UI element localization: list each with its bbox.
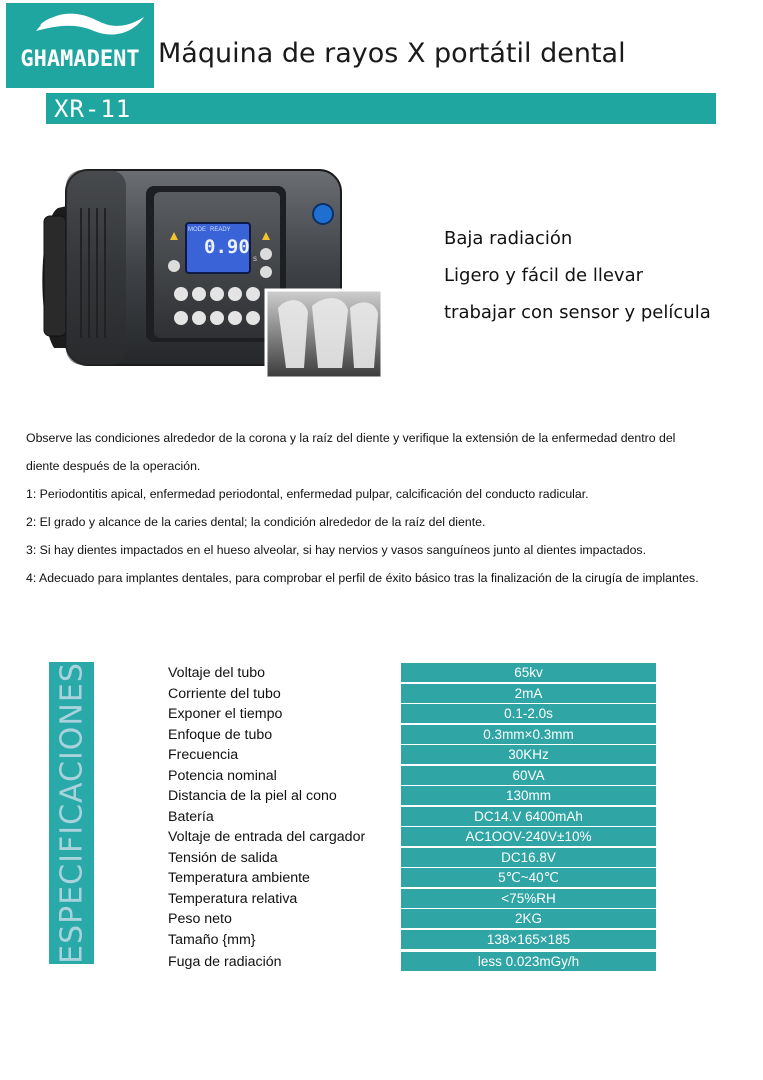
description-line: 2: El grado y alcance de la caries dental; la condición alrededor de la raíz del diente. xyxy=(26,515,486,529)
spec-label: Enfoque de tubo xyxy=(168,726,273,743)
page-title: Máquina de rayos X portátil dental xyxy=(158,38,626,69)
spec-value: DC14.V 6400mAh xyxy=(401,807,656,826)
spec-row xyxy=(0,930,763,951)
spec-value: DC16.8V xyxy=(401,848,656,867)
description-text xyxy=(26,428,756,596)
spec-label: Distancia de la piel al cono xyxy=(168,788,337,804)
spec-label: Tamaño {mm} xyxy=(168,931,256,948)
logo-text: GHAMADENT xyxy=(20,47,140,72)
spec-label: Batería xyxy=(168,808,214,825)
spec-value: 5℃~40℃ xyxy=(401,868,656,887)
description-line: 1: Periodontitis apical, enfermedad periodontal, enfermedad pulpar, calcificación del conducto radicular. xyxy=(26,487,589,501)
feature-list xyxy=(444,226,711,337)
spec-label: Corriente del tubo xyxy=(168,685,281,702)
spec-label: Peso neto xyxy=(168,911,232,927)
spec-row xyxy=(0,848,763,869)
spec-value: 2mA xyxy=(401,684,656,703)
spec-value: <75%RH xyxy=(401,889,656,908)
device-screen-unit: s xyxy=(253,254,257,263)
device-screen-mode-label: MODE xyxy=(188,227,206,233)
spec-row xyxy=(0,807,763,828)
device-screen-value: 0.90 xyxy=(204,236,250,258)
spec-label: Temperatura ambiente xyxy=(168,870,310,886)
xray-device-image xyxy=(36,168,386,383)
feature-item: trabajar con sensor y película xyxy=(444,302,711,323)
spec-row xyxy=(0,725,763,746)
spec-row xyxy=(0,786,763,807)
feature-item: Ligero y fácil de llevar xyxy=(444,265,644,286)
spec-row xyxy=(0,766,763,787)
brand-logo xyxy=(6,3,154,88)
spec-row xyxy=(0,952,763,973)
spec-row xyxy=(0,704,763,725)
spec-value: 130mm xyxy=(401,786,656,805)
description-line: Observe las condiciones alrededor de la corona y la raíz del diente y verifique la extensión de la enfermedad dentro del xyxy=(26,431,676,445)
spec-value: 0.1-2.0s xyxy=(401,704,656,723)
spec-value: 0.3mm×0.3mm xyxy=(401,725,656,744)
specs-heading: ESPECIFICACIONES xyxy=(54,662,89,964)
model-bar xyxy=(46,93,716,124)
wave-logo-icon xyxy=(6,3,154,53)
description-line: 4: Adecuado para implantes dentales, para comprobar el perfil de éxito básico tras la finalización de la cirugía de implantes. xyxy=(26,571,699,585)
spec-label: Voltaje del tubo xyxy=(168,665,266,681)
spec-value: 30KHz xyxy=(401,745,656,764)
spec-row xyxy=(0,889,763,910)
spec-value: less 0.023mGy/h xyxy=(401,952,656,971)
spec-row xyxy=(0,684,763,705)
spec-value: 65kv xyxy=(401,663,656,682)
spec-label: Frecuencia xyxy=(168,747,239,763)
spec-label: Voltaje de entrada del cargador xyxy=(168,829,366,845)
spec-row xyxy=(0,868,763,889)
spec-label: Tensión de salida xyxy=(168,849,278,866)
spec-label: Temperatura relativa xyxy=(168,890,298,907)
description-line: diente después de la operación. xyxy=(26,459,201,473)
spec-value: AC1OOV-240V±10% xyxy=(401,827,656,846)
spec-value: 138×165×185 xyxy=(401,930,656,949)
spec-row xyxy=(0,827,763,848)
spec-row xyxy=(0,745,763,766)
spec-label: Fuga de radiación xyxy=(168,954,282,970)
spec-row xyxy=(0,663,763,684)
description-line: 3: Si hay dientes impactados en el hueso alveolar, si hay nervios y vasos sanguíneos junto al dientes impactados. xyxy=(26,543,646,557)
spec-label: Potencia nominal xyxy=(168,767,277,784)
spec-value: 60VA xyxy=(401,766,656,785)
spec-row xyxy=(0,909,763,930)
device-screen-ready-label: READY xyxy=(210,227,231,233)
spec-value: 2KG xyxy=(401,909,656,928)
spec-label: Exponer el tiempo xyxy=(168,706,283,722)
feature-item: Baja radiación xyxy=(444,228,573,249)
model-number: XR-11 xyxy=(54,95,132,123)
